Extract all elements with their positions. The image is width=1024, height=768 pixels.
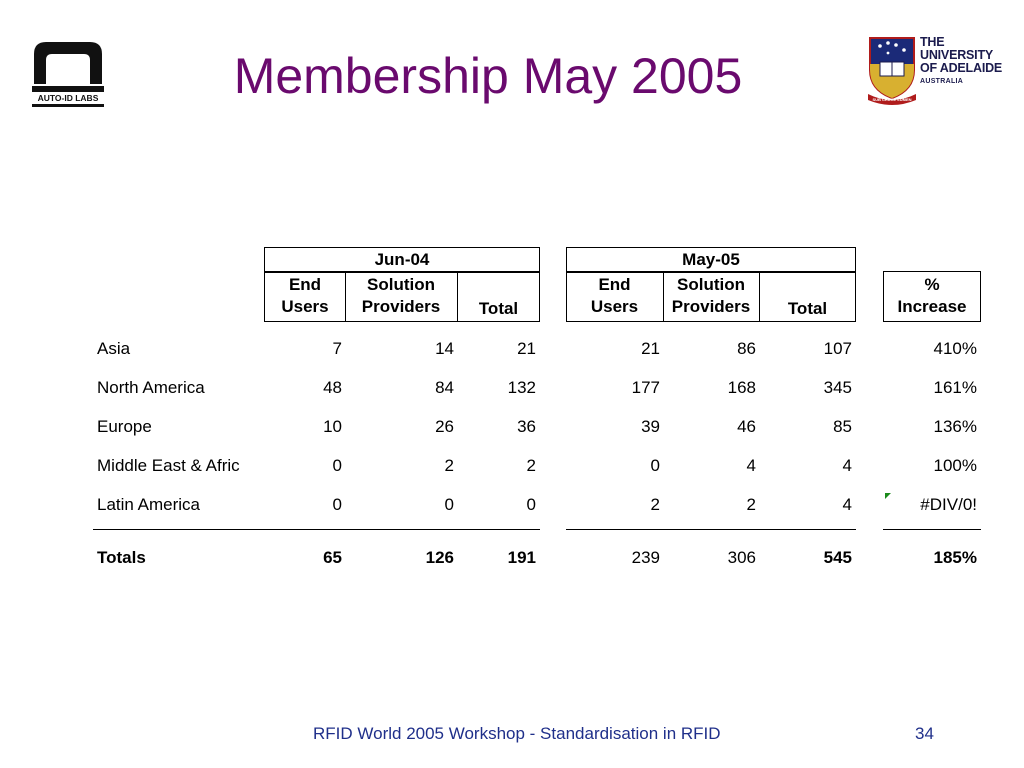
- row-may-total: 345: [823, 378, 852, 397]
- crest-motto: SUB CRUCE LUMEN: [872, 97, 912, 102]
- university-of-adelaide-logo: [866, 34, 1016, 106]
- header-solution-providers-jun: Solution Providers: [361, 275, 441, 316]
- row-jun-solution-providers: 84: [435, 378, 454, 397]
- row-region: Latin America: [97, 495, 200, 514]
- totals-separator-may: [566, 529, 856, 530]
- row-jun-solution-providers: 0: [444, 495, 454, 514]
- row-pct-increase: 136%: [933, 417, 977, 436]
- row-jun-end-users: 7: [332, 339, 342, 358]
- header-pct-increase: % Increase: [897, 275, 967, 316]
- row-region: Asia: [97, 339, 131, 358]
- row-jun-total: 2: [526, 456, 536, 475]
- header-end-users-jun: End Users: [281, 275, 329, 316]
- row-jun-end-users: 10: [323, 417, 342, 436]
- row-region: Middle East & Afric: [97, 456, 240, 475]
- totals-label: Totals: [97, 548, 146, 567]
- row-may-end-users: 0: [650, 456, 660, 475]
- totals-jun-end-users: 65: [323, 548, 342, 567]
- row-may-total: 4: [842, 456, 852, 475]
- page-number: 34: [915, 724, 934, 743]
- auto-id-labs-logo-text: AUTO-ID LABS: [37, 93, 99, 103]
- header-end-users-may: End Users: [590, 275, 639, 316]
- row-may-solution-providers: 46: [737, 417, 756, 436]
- row-pct-increase: 100%: [933, 456, 977, 475]
- totals-may-solution-providers: 306: [727, 548, 756, 567]
- row-may-end-users: 21: [641, 339, 660, 358]
- row-may-total: 4: [842, 495, 852, 514]
- row-jun-solution-providers: 14: [435, 339, 454, 358]
- university-name-line3: AUSTRALIA: [920, 78, 964, 85]
- row-may-solution-providers: 168: [727, 378, 756, 397]
- row-jun-total: 0: [526, 495, 536, 514]
- row-may-solution-providers: 86: [737, 339, 756, 358]
- row-may-total: 85: [833, 417, 852, 436]
- totals-may-end-users: 239: [631, 548, 660, 567]
- footer-text: RFID World 2005 Workshop - Standardisation in RFID: [313, 724, 721, 743]
- university-name-line1: THE UNIVERSITY: [920, 35, 994, 62]
- slide-title: Membership May 2005: [233, 48, 743, 104]
- row-pct-increase: #DIV/0!: [920, 495, 977, 514]
- totals-jun-solution-providers: 126: [425, 548, 454, 567]
- row-may-solution-providers: 4: [746, 456, 756, 475]
- row-jun-end-users: 48: [323, 378, 342, 397]
- row-jun-end-users: 0: [332, 456, 342, 475]
- totals-may-total: 545: [823, 548, 852, 567]
- header-solution-providers-may: Solution Providers: [671, 275, 751, 316]
- row-region: Europe: [97, 417, 152, 436]
- row-jun-solution-providers: 2: [444, 456, 454, 475]
- row-may-end-users: 177: [631, 378, 660, 397]
- jun-04-label: Jun-04: [374, 250, 430, 269]
- row-may-end-users: 39: [641, 417, 660, 436]
- university-name-line2: OF ADELAIDE: [920, 61, 1003, 75]
- row-may-total: 107: [823, 339, 852, 358]
- totals-pct-increase: 185%: [933, 548, 977, 567]
- row-may-solution-providers: 2: [746, 495, 756, 514]
- row-pct-increase: 410%: [933, 339, 977, 358]
- row-jun-total: 36: [517, 417, 536, 436]
- row-region: North America: [97, 378, 205, 397]
- header-total-jun: Total: [478, 299, 519, 318]
- totals-separator-jun: [93, 529, 540, 530]
- row-jun-total: 132: [507, 378, 536, 397]
- row-jun-total: 21: [517, 339, 536, 358]
- row-jun-end-users: 0: [332, 495, 342, 514]
- header-total-may: Total: [787, 299, 828, 318]
- totals-jun-total: 191: [507, 548, 536, 567]
- totals-separator-pct: [883, 529, 981, 530]
- row-may-end-users: 2: [650, 495, 660, 514]
- row-jun-solution-providers: 26: [435, 417, 454, 436]
- may-05-label: May-05: [682, 250, 740, 269]
- row-pct-increase: 161%: [933, 378, 977, 397]
